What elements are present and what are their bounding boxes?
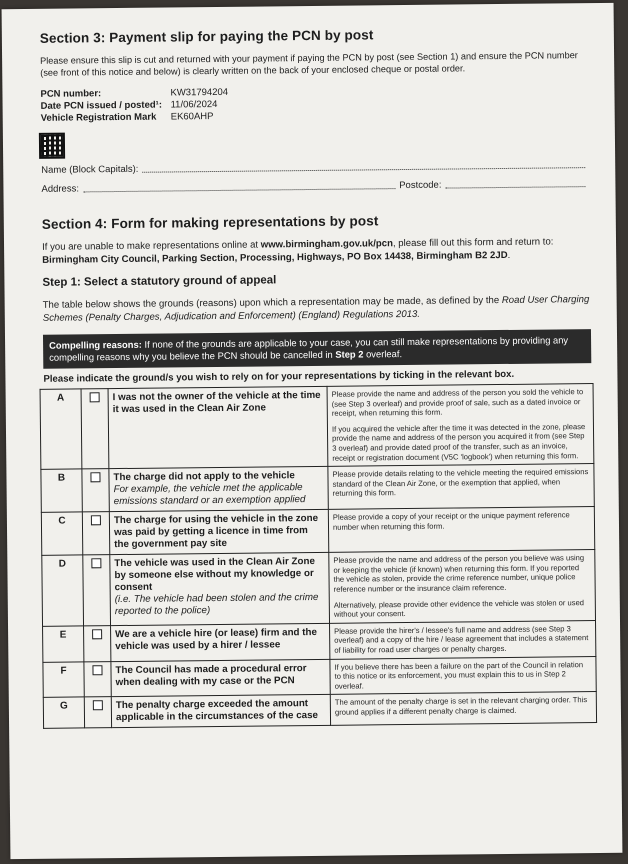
table-row: [40, 384, 594, 470]
ground-letter: F: [43, 661, 84, 697]
document-content: [40, 25, 595, 729]
ground-letter: C: [41, 512, 82, 555]
ground-subtitle: (i.e. The vehicle had been stolen and the crime reported to the police): [114, 592, 319, 618]
pcn-details: [40, 83, 588, 125]
ground-evidence: If you believe there has been a failure on the part of the Council in relation to this notice or its enforcement, you must explain this to us in Step 2 overleaf.: [334, 659, 584, 691]
ground-title: The penalty charge exceeded the amount applicable in the circumstances of the case: [115, 698, 319, 724]
address-field[interactable]: [83, 178, 395, 192]
table-row: [42, 550, 596, 626]
council-url-link[interactable]: www.birmingham.gov.uk/pcn: [260, 238, 393, 251]
ground-c-checkbox[interactable]: [91, 515, 101, 525]
ground-title: I was not the owner of the vehicle at the time it was used in the Clean Air Zone: [112, 389, 321, 416]
ground-letter: A: [40, 389, 82, 470]
ground-evidence: Please provide the hirer's / lessee's full name and address (see Step 3 overleaf) and a copy of the hire / lease agreement that includes a statement of liability for road user charges or penalty charges.: [334, 624, 589, 655]
address-line: [41, 176, 589, 195]
vrm-label: Vehicle Registration Mark: [40, 111, 157, 124]
ground-title: The charge did not apply to the vehicle: [113, 470, 295, 484]
tick-instruction: Please indicate the ground/s you wish to rely on for your representations by ticking in the relevant box.: [43, 368, 515, 385]
name-line: [41, 157, 589, 176]
ground-subtitle: For example, the vehicle met the applicable emissions standard or an exemption applied: [113, 482, 306, 508]
intro-mid: , please fill out this form and return to:: [392, 236, 554, 250]
compelling-reasons-banner: [43, 329, 591, 369]
pcn-number-label: PCN number:: [40, 88, 102, 100]
pcn-number-value: KW31794204: [170, 86, 229, 99]
ground-evidence: Please provide the name and address of the person you believe was using or keeping the vehicle (if known) when returning this form. If you reported the vehicle as stolen, provide the crime reference number, unique police reference number or the insurance claim reference.: [333, 553, 585, 594]
ground-title: The vehicle was used in the Clean Air Zone by someone else without my knowledge or consent: [114, 556, 315, 594]
intro-pre: If you are unable to make representations online at: [42, 239, 261, 253]
ground-letter: B: [41, 469, 82, 512]
ground-letter: G: [43, 697, 84, 728]
ground-title: The Council has made a procedural error when dealing with my case or the PCN: [115, 662, 307, 688]
table-row: [41, 464, 594, 513]
ground-letter: E: [43, 626, 84, 662]
section3-intro: Please ensure this slip is cut and returned with your payment if paying the PCN by post (see Section 1) and ensure the PCN number (see front of this notice and below) is clearly written on the back of your enclosed cheque or postal order.: [40, 50, 578, 78]
name-label: Name (Block Capitals):: [41, 163, 139, 176]
step1-title: Step 1: Select a statutory ground of appeal: [42, 274, 277, 289]
return-address: Birmingham City Council, Parking Section, Processing, Highways, PO Box 14438, Birmingham B2 2JD: [42, 249, 508, 266]
date-issued-value: 11/06/2024: [170, 98, 218, 111]
banner-text: If none of the grounds are applicable to your case, you can still make representations by providing any compelling reasons why you believe the PCN should be cancelled in: [49, 334, 569, 363]
grounds-intro: [43, 293, 591, 325]
ground-f-checkbox[interactable]: [92, 665, 102, 675]
table-row: [43, 692, 596, 729]
ground-g-checkbox[interactable]: [93, 700, 103, 710]
qr-code-icon: [41, 135, 63, 157]
ground-d-checkbox[interactable]: [91, 558, 101, 568]
table-row: [41, 507, 594, 556]
vrm-value: EK60AHP: [170, 111, 214, 123]
banner-step: Step 2: [335, 348, 364, 360]
postcode-field[interactable]: [445, 176, 585, 188]
section4-title: Section 4: Form for making representations by post: [41, 213, 379, 232]
ground-evidence: Please provide the name and address of the person you sold the vehicle to (see Step 3 overleaf) and provide proof of sale, such as a dated invoice or receipt, when returning this form.: [331, 387, 584, 418]
ground-evidence-extra: Alternatively, please provide other evidence the vehicle was stolen or used without your consent.: [333, 597, 585, 619]
grounds-regulation: Road User Charging Schemes (Penalty Charges, Adjudication and Enforcement) (England) Regulations 2013.: [42, 294, 590, 324]
ground-evidence-extra: If you acquired the vehicle after the time it was detected in the zone, please provide the name and address of the person you acquired it from (see Step 3 overleaf) and provide dated proof of the transfer, such as an invoice, receipt or registration document (V5C 'logbook') when returning this form.: [331, 421, 586, 463]
ground-evidence: The amount of the penalty charge is set in the relevant charging order. This ground applies if a different penalty charge is claimed.: [334, 695, 588, 717]
ground-a-checkbox[interactable]: [90, 392, 100, 402]
ground-title: The charge for using the vehicle in the zone was paid by getting a licence in time from the government pay site: [113, 513, 319, 551]
banner-end: overleaf.: [363, 348, 403, 360]
section4-intro: [42, 235, 590, 267]
document-page: [2, 3, 623, 859]
date-issued-label: Date PCN issued / posted¹:: [40, 99, 163, 112]
postcode-label: Postcode:: [399, 179, 442, 192]
ground-letter: D: [42, 555, 84, 626]
ground-e-checkbox[interactable]: [92, 629, 102, 639]
address-label: Address:: [41, 183, 80, 195]
grounds-table: [40, 383, 598, 729]
banner-label: Compelling reasons:: [49, 338, 142, 351]
table-row: [43, 656, 596, 698]
table-row: [43, 620, 596, 662]
name-field[interactable]: [142, 157, 585, 173]
ground-evidence: Please provide a copy of your receipt or the unique payment reference number when returning this form.: [332, 510, 570, 532]
intro-end: .: [507, 249, 511, 261]
ground-b-checkbox[interactable]: [90, 472, 100, 482]
section3-title: Section 3: Payment slip for paying the PCN by post: [39, 27, 374, 46]
grounds-pre: The table below shows the grounds (reasons) upon which a representation may be made, as defined by the: [42, 295, 502, 311]
ground-evidence: Please provide details relating to the vehicle meeting the required emissions standard of the Clean Air Zone, or the exemption that applied, when returning this form.: [332, 467, 589, 499]
ground-title: We are a vehicle hire (or lease) firm and the vehicle was used by a hirer / lessee: [115, 626, 317, 652]
